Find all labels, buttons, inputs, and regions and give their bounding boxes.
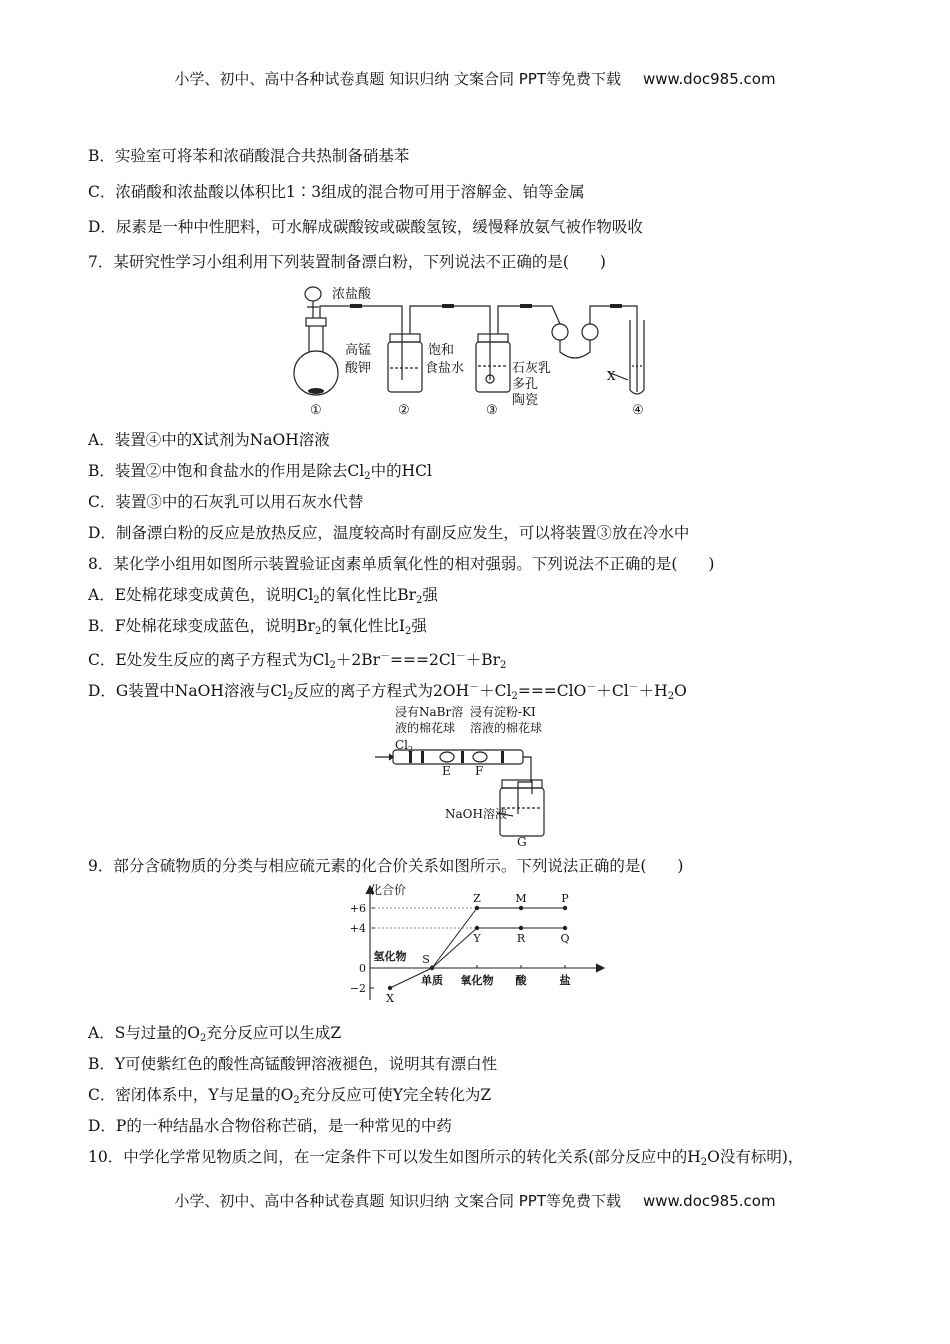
x-category-label: 氢化物	[373, 950, 407, 963]
point-label: X	[386, 992, 394, 1005]
page-footer	[0, 1190, 950, 1211]
data-point-P	[563, 906, 567, 910]
label-cl2: $Cl_2$	[395, 738, 414, 754]
label-conc-hcl: 浓盐酸	[332, 287, 372, 302]
q8-option-b: B．F处棉花球变成蓝色，说明$Br_2$的氧化性比$I_2$强	[88, 617, 427, 637]
label-x: X	[607, 369, 616, 383]
label-ki-2: 溶液的棉花球	[470, 721, 543, 735]
q9-option-c: C．密闭体系中，Y与足量的$O_2$充分反应可使Y完全转化为Z	[88, 1086, 492, 1106]
x-category-label: 氧化物	[460, 974, 494, 987]
label-n4: ④	[632, 403, 644, 418]
data-point-Z	[475, 906, 479, 910]
header-site[interactable]: www.doc985.com	[642, 70, 776, 88]
label-brine-2: 食盐水	[425, 361, 465, 376]
q9-option-d: D．P的一种结晶水合物俗称芒硝，是一种常见的中药	[88, 1117, 452, 1135]
q9-option-a: A．S与过量的$O_2$充分反应可以生成Z	[88, 1024, 342, 1044]
y-tick-label: 0	[359, 962, 366, 975]
label-e: E	[442, 764, 451, 778]
q9-valence-chart	[340, 880, 610, 1010]
q7-stem: 7．某研究性学习小组利用下列装置制备漂白粉，下列说法不正确的是( )	[88, 253, 606, 271]
label-naoh: NaOH溶液	[445, 807, 507, 821]
q10-stem: 10．中学化学常见物质之间，在一定条件下可以发生如图所示的转化关系(部分反应中的$H_2O$没有标明)，	[88, 1148, 804, 1168]
data-point-R	[519, 926, 523, 930]
y-tick-label: +6	[349, 902, 366, 915]
point-label: R	[516, 932, 526, 945]
q6-option-c: C．浓硝酸和浓盐酸以体积比1∶3组成的混合物可用于溶解金、铂等金属	[88, 183, 585, 201]
q9-option-b: B．Y可使紫红色的酸性高锰酸钾溶液褪色，说明其有漂白性	[88, 1055, 498, 1073]
q8-apparatus-figure	[365, 702, 565, 847]
valence-line	[432, 908, 477, 968]
label-porous-1: 多孔	[512, 377, 539, 392]
label-milk-lime: 石灰乳	[512, 361, 552, 376]
label-n1: ①	[310, 403, 322, 418]
header-text: 小学、初中、高中各种试卷真题 知识归纳 文案合同 PPT等免费下载	[174, 70, 621, 88]
point-label: Q	[560, 932, 570, 945]
q8-option-a: A．E处棉花球变成黄色，说明$Cl_2$的氧化性比$Br_2$强	[88, 586, 438, 606]
label-porous-2: 陶瓷	[512, 393, 539, 408]
label-n2: ②	[398, 403, 410, 418]
point-label: P	[561, 892, 569, 905]
label-f: F	[475, 764, 484, 778]
label-nabr-1: 浸有NaBr溶	[395, 705, 464, 719]
y-tick-label: +4	[349, 922, 366, 935]
page-header	[0, 68, 950, 89]
data-point-X	[388, 986, 392, 990]
label-nabr-2: 液的棉花球	[395, 721, 456, 735]
data-point-M	[519, 906, 523, 910]
label-kmno4-1: 高锰	[345, 343, 372, 358]
point-label: Z	[473, 892, 481, 905]
q7-option-b: B．装置②中饱和食盐水的作用是除去$Cl_2$中的HCl	[88, 462, 432, 482]
q7-option-c: C．装置③中的石灰乳可以用石灰水代替	[88, 493, 364, 511]
x-category-label: 盐	[559, 974, 571, 987]
data-point-Q	[563, 926, 567, 930]
q6-option-b: B．实验室可将苯和浓硝酸混合共热制备硝基苯	[88, 147, 410, 165]
q8-option-c: C．E处发生反应的离子方程式为$Cl_2+2Br^-===2Cl^-+Br_2$	[88, 651, 507, 671]
q7-apparatus-figure	[290, 280, 670, 420]
data-point-Y	[475, 926, 479, 930]
footer-text: 小学、初中、高中各种试卷真题 知识归纳 文案合同 PPT等免费下载	[174, 1192, 621, 1210]
q8-stem: 8．某化学小组用如图所示装置验证卤素单质氧化性的相对强弱。下列说法不正确的是( )	[88, 555, 715, 573]
q7-option-a: A．装置④中的X试剂为NaOH溶液	[88, 431, 330, 449]
valence-line	[432, 928, 477, 968]
q7-option-d: D．制备漂白粉的反应是放热反应，温度较高时有副反应发生，可以将装置③放在冷水中	[88, 524, 690, 542]
chart-ylabel: 化合价	[370, 883, 407, 897]
q8-option-d: D．G装置中NaOH溶液与$Cl_2$反应的离子方程式为$2OH^-+Cl_2===ClO^-+Cl^-+H_2O$	[88, 682, 687, 702]
y-tick-label: −2	[349, 982, 366, 995]
x-category-label: 酸	[515, 974, 527, 987]
x-category-label: 单质	[421, 974, 443, 987]
label-ki-1: 浸有淀粉-KI	[470, 705, 536, 719]
point-label: M	[515, 892, 527, 905]
point-label: S	[422, 953, 430, 966]
data-point-S	[430, 966, 434, 970]
q6-option-d: D．尿素是一种中性肥料，可水解成碳酸铵或碳酸氢铵，缓慢释放氨气被作物吸收	[88, 218, 643, 236]
footer-site[interactable]: www.doc985.com	[642, 1192, 776, 1210]
q9-stem: 9．部分含硫物质的分类与相应硫元素的化合价关系如图所示。下列说法正确的是( )	[88, 857, 684, 875]
label-g: G	[517, 835, 527, 849]
label-n3: ③	[486, 403, 498, 418]
label-brine-1: 饱和	[428, 343, 455, 358]
point-label: Y	[473, 932, 481, 945]
label-kmno4-2: 酸钾	[345, 361, 372, 376]
